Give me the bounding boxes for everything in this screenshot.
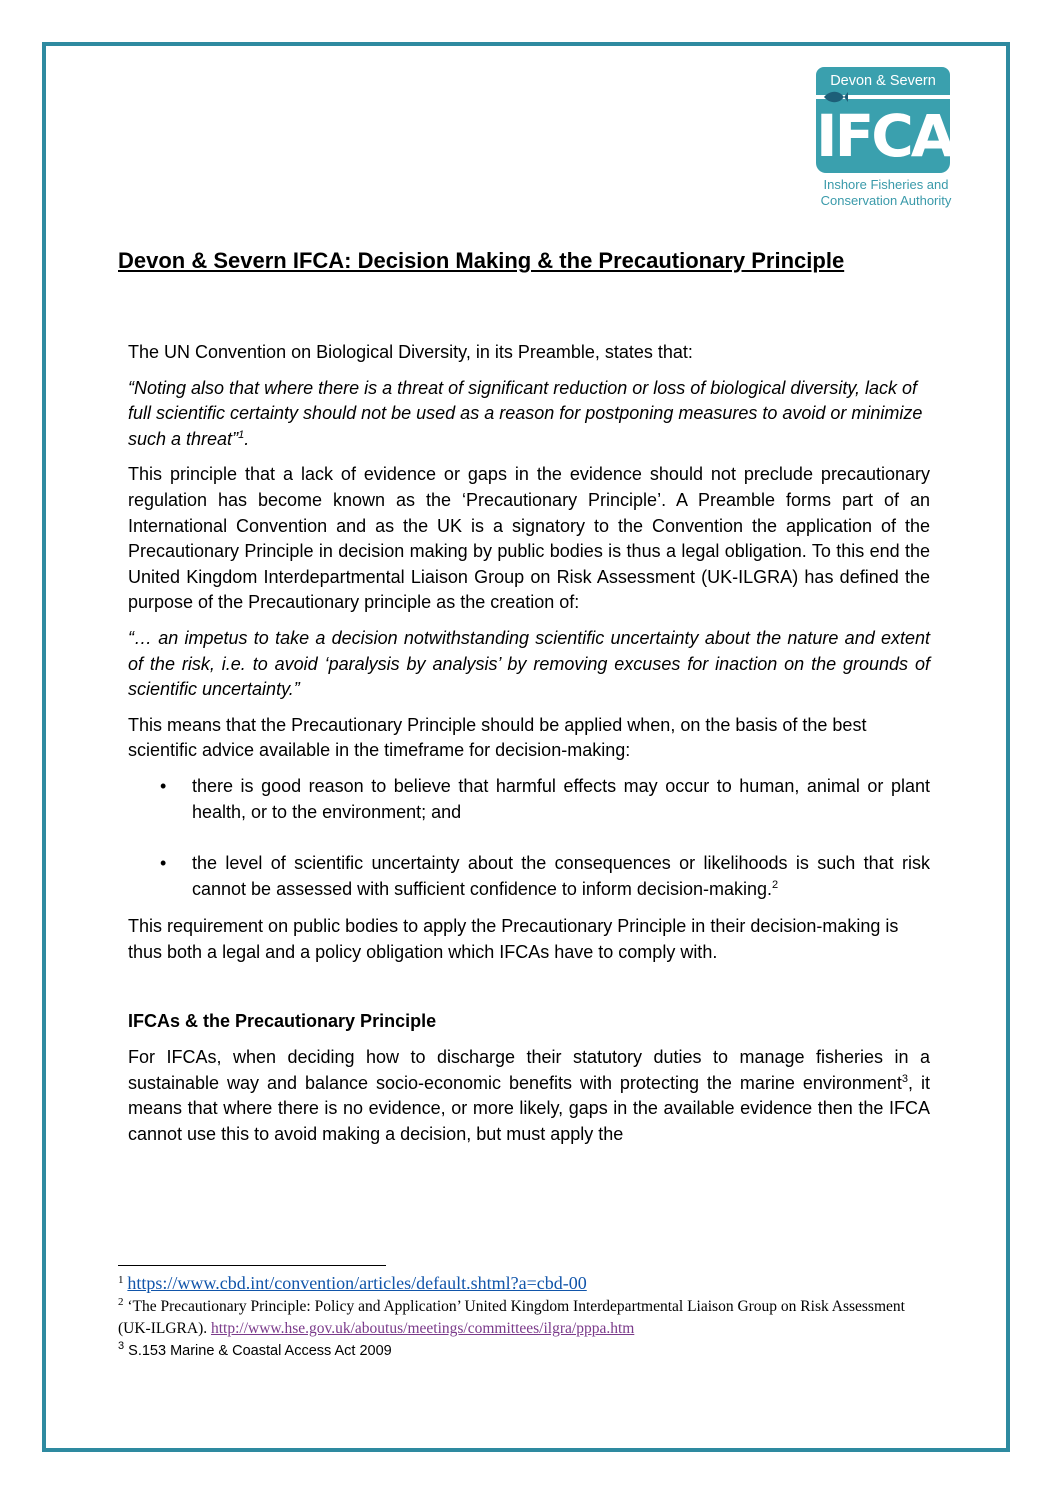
precautionary-principle-paragraph: This principle that a lack of evidence or gaps in the evidence should not preclude precautionary regulation has become known as the ‘Precautionary Principle’. A Preamble forms part of an International Convention and as the UK is a signatory to the Convention the application of the Precautionary Principle in decision making by public bodies is thus a legal obligation. To this end the United Kingdom Interdepartmental Liaison Group on Risk Assessment (UK-ILGRA) has defined the purpose of the Precautionary principle as the creation of: (128, 464, 930, 613)
document-title: Devon & Severn IFCA: Decision Making & the Precautionary Principle (118, 248, 845, 273)
logo-subtitle-line2: Conservation Authority (820, 193, 952, 208)
cbd-quote-text: “Noting also that where there is a threat of significant reduction or loss of biological diversity, lack of full scientific certainty should not be used as a reason for postponing measures to avoid or minimize such a threat” (128, 377, 923, 449)
logo-acronym-text: IFCA (816, 102, 953, 170)
footnote-1-number: 1 (118, 1273, 124, 1286)
logo-acronym (816, 99, 953, 173)
list-item: • there is good reason to believe that harmful effects may occur to human, animal or plant health, or to the environment; and (192, 774, 930, 825)
application-paragraph: This means that the Precautionary Principle should be applied when, on the basis of the best scientific advice available in the timeframe for decision-making: (128, 714, 867, 761)
footnote-1 (118, 1272, 918, 1296)
ifca-logo (816, 67, 956, 209)
footnote-2-link[interactable]: http://www.hse.gov.uk/aboutus/meetings/committees/ilgra/pppa.htm (210, 1320, 635, 1337)
intro-paragraph: The UN Convention on Biological Diversity, in its Preamble, states that: (128, 342, 693, 362)
footnote-2 (118, 1296, 918, 1340)
footnotes (118, 1272, 918, 1362)
ifca-paragraph-part2: , it means that where there is no evidence, or more likely, gaps in the available evidence then the IFCA cannot use this to avoid making a decision, but must apply the (128, 1072, 930, 1144)
logo-region: Devon & Severn (816, 67, 950, 95)
footnote-2-number: 2 (118, 1295, 124, 1308)
list-item-text: the level of scientific uncertainty about the consequences or likelihoods is such that risk cannot be assessed with sufficient confidence to inform decision-making. (192, 853, 930, 899)
footnote-ref-3[interactable]: 3 (901, 1072, 909, 1085)
document-body (128, 340, 930, 1157)
section-heading: IFCAs & the Precautionary Principle (128, 1011, 437, 1032)
ilgra-quote: “… an impetus to take a decision notwithstanding scientific uncertainty about the nature and extent of the risk, i.e. to avoid ‘paralysis by analysis’ by removing excuses for inaction on the grounds of scientific uncertainty.” (128, 627, 930, 700)
obligation-paragraph: This requirement on public bodies to apply the Precautionary Principle in their decision-making is thus both a legal and a policy obligation which IFCAs have to comply with. (128, 916, 899, 962)
cbd-quote: “Noting also that where there is a threat of significant reduction or loss of biological diversity, lack of full scientific certainty should not be used as a reason for postponing measures to avoid or minimize such a threat”$^1$. (128, 377, 923, 449)
footnote-separator (118, 1265, 386, 1266)
footnote-3-number: 3 (118, 1340, 125, 1353)
footnote-3 (118, 1340, 918, 1362)
footnote-1-link[interactable]: https://www.cbd.int/convention/articles/default.shtml?a=cbd-00 (127, 1273, 587, 1293)
footnote-ref-2[interactable]: 2 (771, 878, 779, 891)
list-item (192, 851, 930, 902)
logo-subtitle (816, 177, 956, 209)
ifca-paragraph-part1: For IFCAs, when deciding how to discharge their statutory duties to manage fisheries in a sustainable way and balance socio-economic benefits with protecting the marine environment (128, 1047, 930, 1093)
ifca-paragraph (128, 1045, 930, 1147)
footnote-2-text: ‘The Precautionary Principle: Policy and Application’ United Kingdom Interdepartmental Liaison Group on Risk Assessment (UK-ILGRA). (118, 1298, 905, 1337)
footnote-ref-1[interactable]: 1 (238, 428, 245, 441)
criteria-list (128, 774, 930, 902)
logo-subtitle-line1: Inshore Fisheries and (823, 177, 949, 192)
fish-icon (822, 89, 848, 105)
footnote-3-text: S.153 Marine & Coastal Access Act 2009 (128, 1343, 392, 1359)
